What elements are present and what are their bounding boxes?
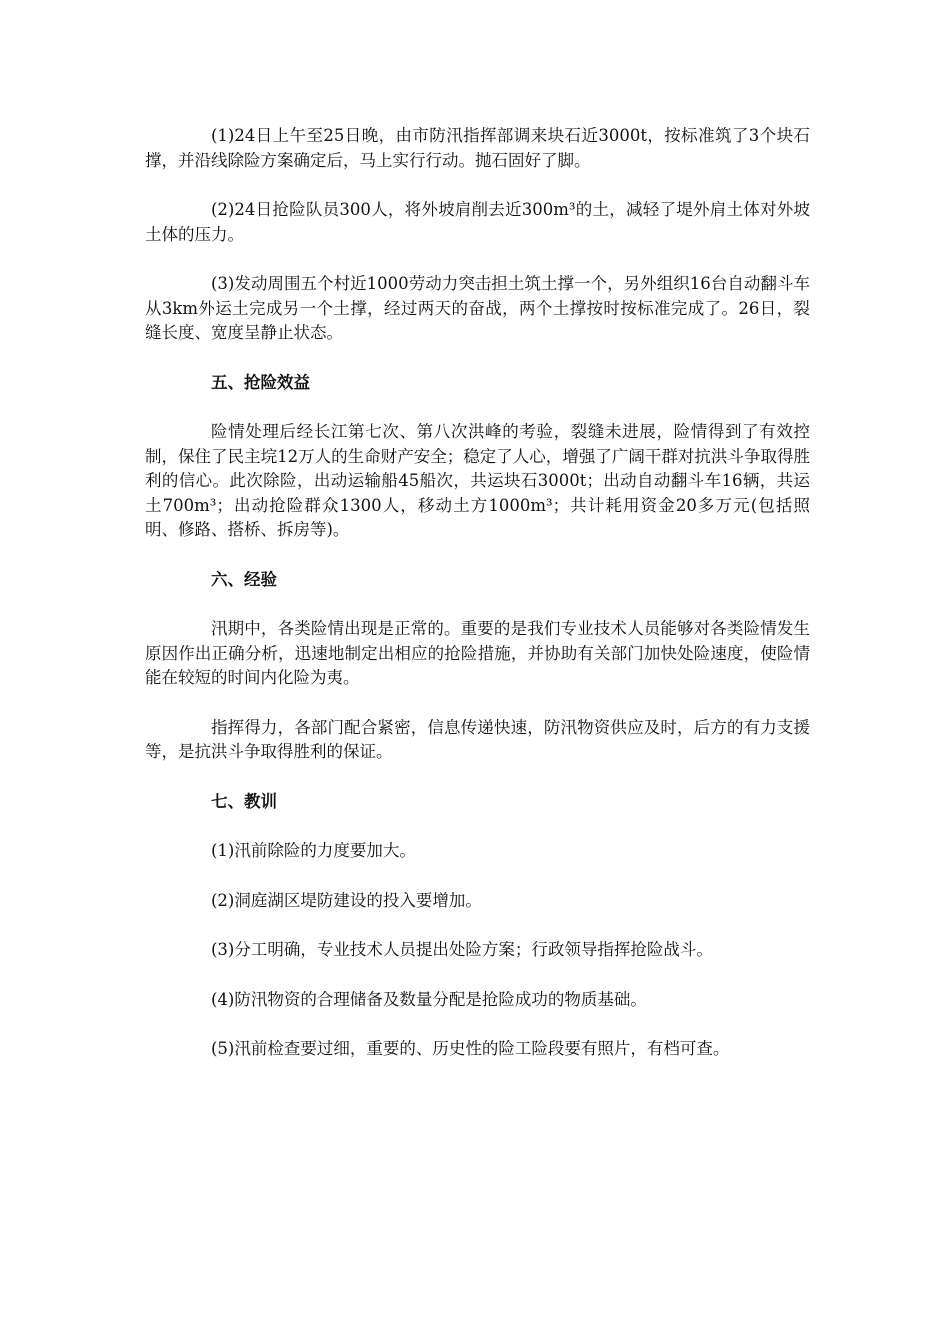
section5-heading: 五、抢险效益 (211, 372, 310, 392)
section4-item-2: (2)24日抢险队员300人，将外坡肩削去近300m³的土，减轻了堤外肩土体对外坡土体的压力。 (145, 200, 810, 244)
section7-item-1: (1)汛前除险的力度要加大。 (211, 841, 416, 860)
section7-heading: 七、教训 (211, 791, 277, 811)
section7-item-2: (2)洞庭湖区堤防建设的投入要增加。 (211, 890, 482, 910)
section6-paragraph-1: 汛期中，各类险情出现是正常的。重要的是我们专业技术人员能够对各类险情发生原因作出正确分析，迅速地制定出相应的抢险措施，并协助有关部门加快处险速度，使险情能在较短的时间内化险为夷。 (145, 619, 810, 687)
document-body (145, 124, 810, 1087)
section6-paragraph-2: 指挥得力，各部门配合紧密，信息传递快速，防汛物资供应及时，后方的有力支援等，是抗洪斗争取得胜利的保证。 (145, 717, 810, 761)
section4-item-1: (1)24日上午至25日晚，由市防汛指挥部调来块石近3000t，按标准筑了3个块石撑，并沿线除险方案确定后，马上实行行动。抛石固好了脚。 (145, 126, 810, 170)
section7-item-4: (4)防汛物资的合理储备及数量分配是抢险成功的物质基础。 (211, 989, 647, 1009)
section7-item-3: (3)分工明确，专业技术人员提出处险方案；行政领导指挥抢险战斗。 (211, 940, 713, 959)
section6-heading: 六、经验 (211, 569, 277, 589)
section5-paragraph: 险情处理后经长江第七次、第八次洪峰的考验，裂缝未进展，险情得到了有效控制，保住了民主垸12万人的生命财产安全；稳定了人心，增强了广阔干群对抗洪斗争取得胜利的信心。此次除险，出动运输船45船次，共运块石3000t；出动自动翻斗车16辆，共运土700m³；出动抢险群众1300人，移动土方1000m³；共计耗用资金20多万元(包括照明、修路、搭桥、拆房等)。 (145, 422, 810, 539)
section7-item-5: (5)汛前检查要过细，重要的、历史性的险工险段要有照片，有档可查。 (211, 1039, 730, 1058)
section4-item-3: (3)发动周围五个村近1000劳动力突击担土筑土撑一个，另外组织16台自动翻斗车从3km外运土完成另一个土撑，经过两天的奋战，两个土撑按时按标准完成了。26日，裂缝长度、宽度呈静止状态。 (145, 274, 810, 342)
